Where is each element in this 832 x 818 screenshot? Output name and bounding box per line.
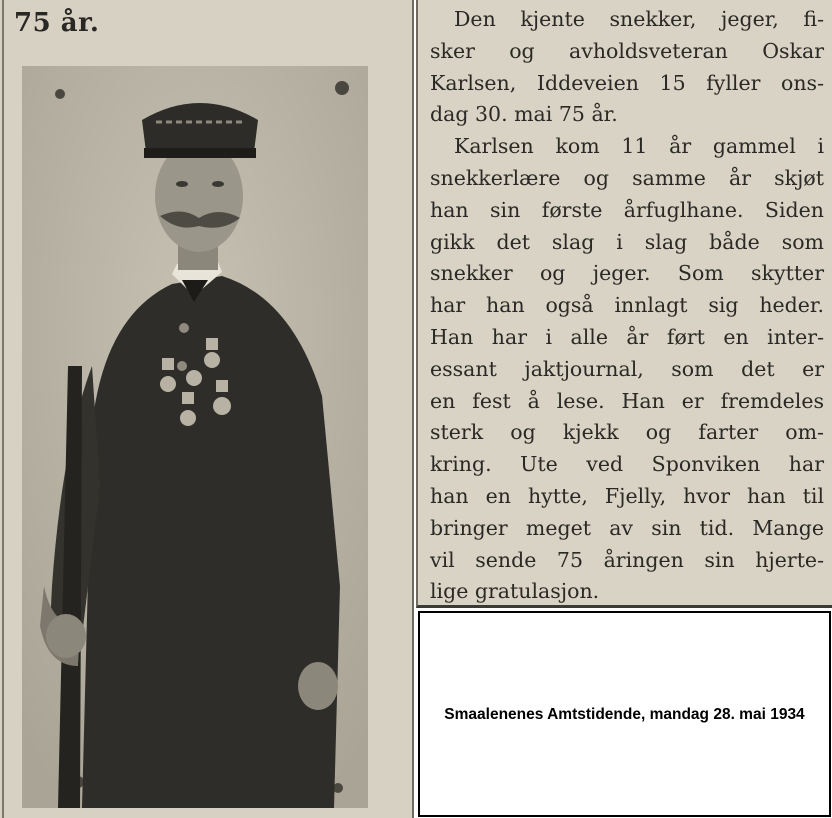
article-line: kring. Ute ved Sponviken har <box>430 452 824 477</box>
clipping-text-column <box>416 0 832 608</box>
article-line: sker og avholdsveteran Oskar <box>430 38 824 63</box>
clipping-photo-column <box>0 0 414 818</box>
article-line: Den kjente snekker, jeger, fi- <box>454 7 824 31</box>
clipping-heading: 75 år. <box>14 8 100 38</box>
column-rule <box>2 0 4 818</box>
article-line: han sin første årfuglhane. Siden <box>430 197 824 222</box>
article-line: Karlsen, Iddeveien 15 fyller ons- <box>430 70 824 95</box>
source-caption: Smaalenenes Amtstidende, mandag 28. mai 1934 <box>444 705 805 723</box>
article-line: en fest å lese. Han er fremdeles <box>430 388 824 413</box>
article-line: gikk det slag i slag både som <box>430 229 824 254</box>
article-line: han en hytte, Fjelly, hvor han til <box>430 483 824 508</box>
portrait-photo <box>22 66 368 808</box>
article-line: snekker og jeger. Som skytter <box>430 261 824 286</box>
portrait-image <box>22 66 368 808</box>
article-line: dag 30. mai 75 år. <box>430 102 618 127</box>
article-line: Karlsen kom 11 år gammel i <box>454 134 824 159</box>
article-line: snekkerlære og samme år skjøt <box>430 165 824 190</box>
article-line: lige gratulasjon. <box>430 579 600 604</box>
article-line: essant jaktjournal, som det er <box>430 356 824 381</box>
article-line: har han også innlagt sig heder. <box>430 293 824 318</box>
article-line: vil sende 75 åringen sin hjerte- <box>430 547 824 572</box>
article-body <box>430 4 824 608</box>
article-line: bringer meget av sin tid. Mange <box>430 515 824 540</box>
article-line: sterk og kjekk og farter om- <box>430 420 824 445</box>
source-caption-box <box>418 611 831 817</box>
article-line: Han har i alle år ført en inter- <box>430 324 824 349</box>
